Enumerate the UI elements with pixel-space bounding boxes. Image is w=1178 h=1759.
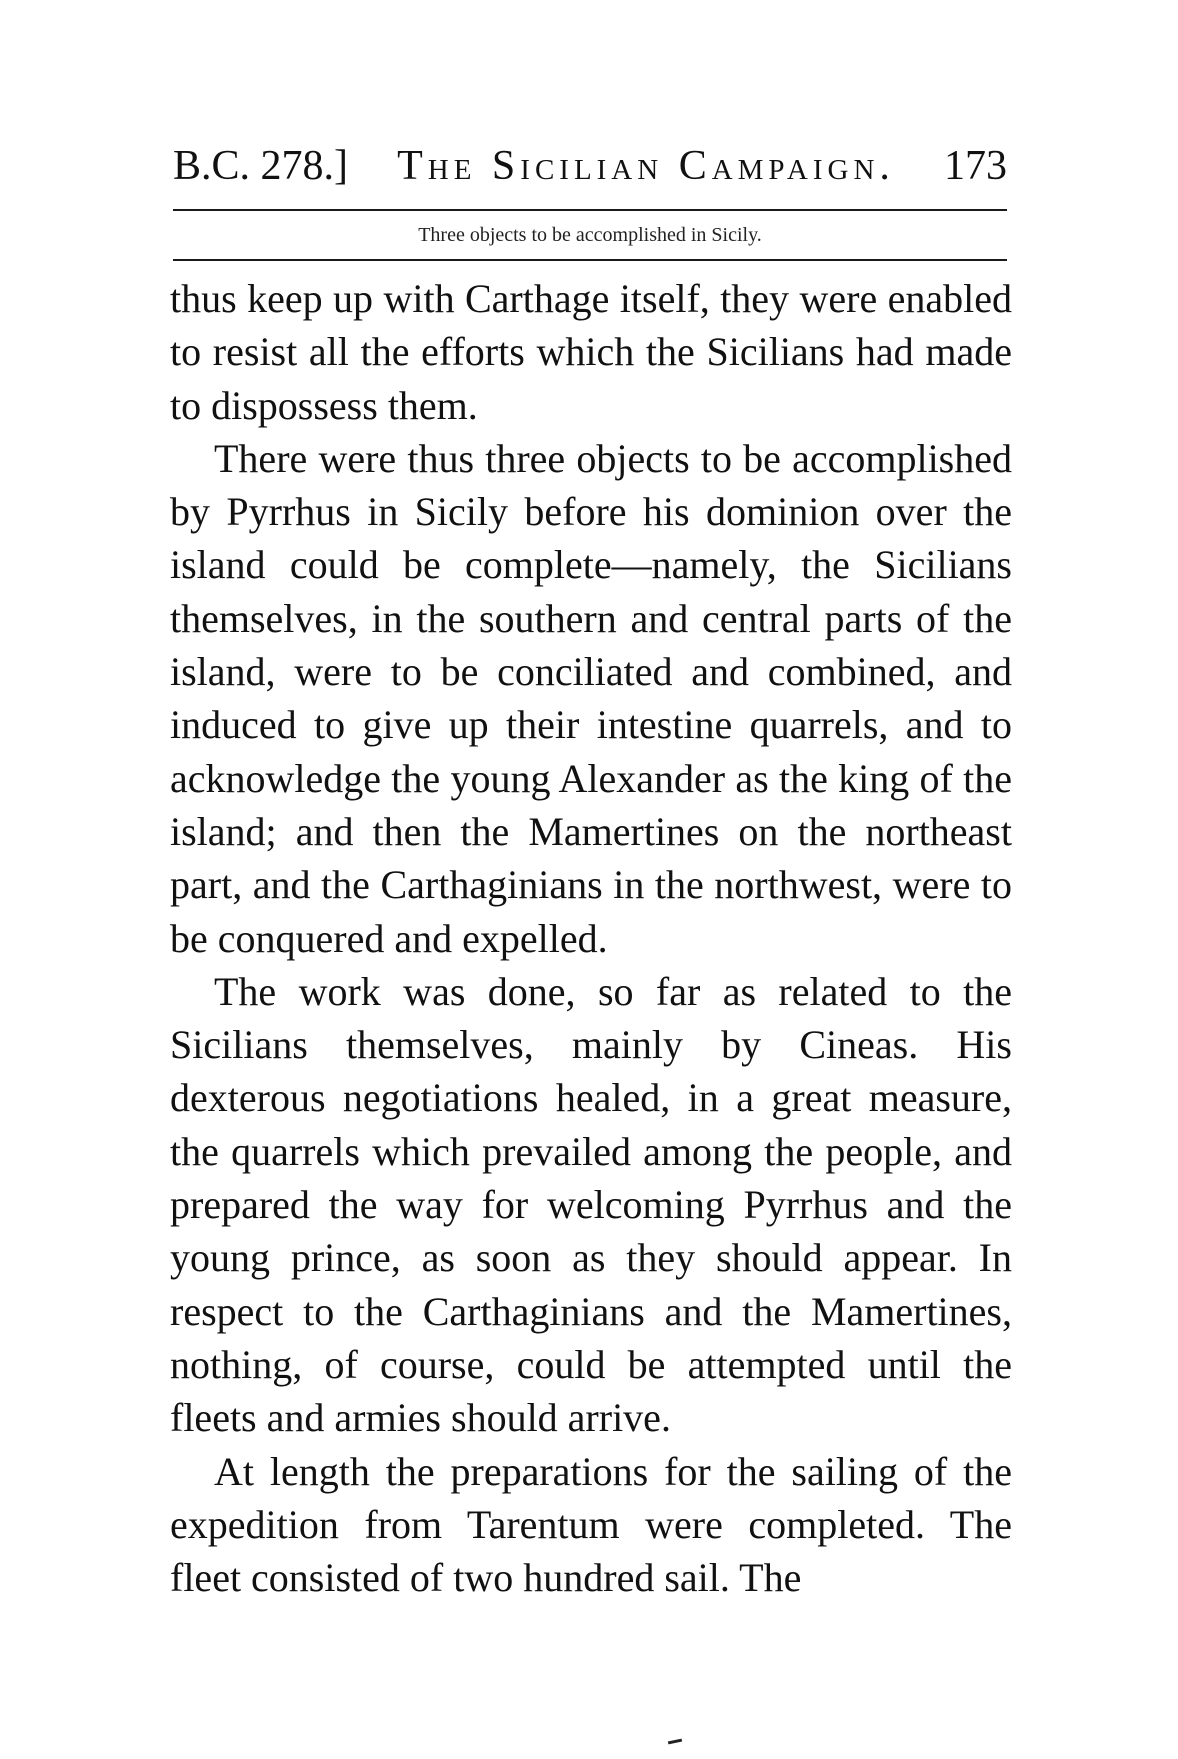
- paragraph: There were thus three objects to be accomplished by Pyrrhus in Sicily before his dominion over the island could be complete—namely, the Sicilians themselves, in the southern and central parts of the island, were to be conciliated and combined, and induced to give up their intestine quarrels, and to acknowledge the young Alexander as the king of the island; and then the Mamertines on the northeast part, and the Carthaginians in the northwest, were to be conquered and expelled.: [170, 435, 1012, 961]
- paragraph: The work was done, so far as related to the Sicilians themselves, mainly by Cineas. His dexterous negotiations healed, in a great measure, the quarrels which prevailed among the people, and prepared the way for welcoming Pyrrhus and the young prince, as soon as they should appear. In respect to the Carthaginians and the Mamertines, nothing, of course, could be attempted until the fleets and armies should arrive.: [170, 968, 1012, 1441]
- header-rule-top: [173, 209, 1007, 211]
- ink-mark: [668, 1739, 682, 1745]
- header-title: The Sicilian Campaign.: [397, 143, 895, 189]
- header-date: B.C. 278.]: [173, 143, 349, 189]
- running-header: [173, 142, 1007, 202]
- body-text: [170, 272, 1012, 1604]
- page-number: 173: [944, 143, 1007, 189]
- paragraph-continued: thus keep up with Carthage itself, they were enabled to resist all the efforts which the Sicilians had made to dispossess them.: [170, 276, 1012, 428]
- marginal-subhead: Three objects to be accomplished in Sicily.: [418, 224, 762, 246]
- header-rule-bottom: [173, 259, 1007, 261]
- paragraph: At length the preparations for the sailing of the expedition from Tarentum were completed. The fleet consisted of two hundred sail. The: [170, 1448, 1012, 1601]
